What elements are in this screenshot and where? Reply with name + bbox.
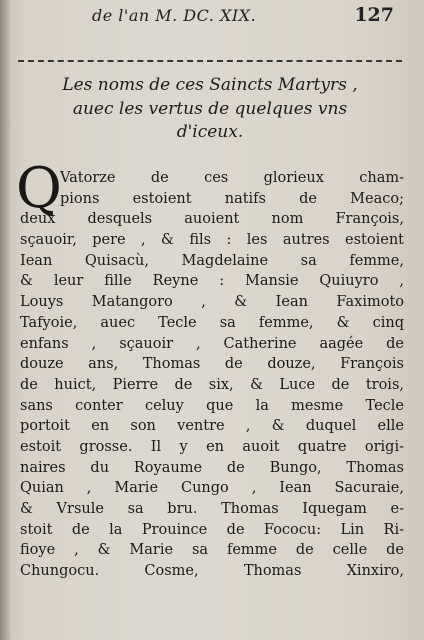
text-line: deux desquels auoient nom François, xyxy=(20,211,404,228)
text-line: sçauoir, pere , & fils : les autres estoient xyxy=(20,232,404,249)
text-line: estoit grosse. Il y en auoit quatre origi- xyxy=(20,438,404,455)
running-title: de l'an M. DC. XIX. xyxy=(92,6,257,25)
text-line: Chungocu. Cosme, Thomas Xinxiro, xyxy=(20,563,404,580)
text-line: douze ans, Thomas de douze, François xyxy=(20,356,404,373)
text-line: pions estoient natifs de Meaco; xyxy=(60,190,404,207)
running-head xyxy=(40,4,400,30)
body-paragraph xyxy=(20,168,404,582)
page-gutter-shadow xyxy=(0,0,10,640)
chapter-heading xyxy=(20,74,400,145)
chapter-heading-line: d'iceux. xyxy=(176,122,244,142)
text-line: naires du Royaume de Bungo, Thomas xyxy=(20,459,404,476)
drop-cap: Q xyxy=(16,156,62,221)
ornamental-rule xyxy=(18,60,402,62)
text-line: stoit de la Prouince de Fococu: Lin Ri- xyxy=(20,521,404,538)
text-line: Iean Quisacù, Magdelaine sa femme, xyxy=(20,252,404,269)
text-line: de huict, Pierre de six, & Luce de trois, xyxy=(20,376,404,393)
page-number: 127 xyxy=(354,4,394,26)
chapter-heading-line: auec les vertus de quelques vns xyxy=(72,98,348,119)
text-line: fioye , & Marie sa femme de celle de xyxy=(20,542,404,559)
text-line: & Vrsule sa bru. Thomas Iquegam e- xyxy=(20,501,404,517)
text-line: Vatorze de ces glorieux cham- xyxy=(60,170,404,186)
text-line: portoit en son ventre , & duquel elle xyxy=(20,418,404,435)
text-line: & leur fille Reyne : Mansie Quiuyro , xyxy=(20,273,404,290)
text-line: enfans , sçauoir , Catherine aagée de xyxy=(20,335,404,352)
text-line: Louys Matangoro , & Iean Faximoto xyxy=(20,294,404,311)
text-line: Tafyoie, auec Tecle sa femme, & cinq xyxy=(20,314,404,331)
text-line: sans conter celuy que la mesme Tecle xyxy=(20,397,404,414)
text-line: Quian , Marie Cungo , Iean Sacuraie, xyxy=(20,480,404,497)
chapter-heading-line: Les noms de ces Saincts Martyrs , xyxy=(62,75,358,95)
